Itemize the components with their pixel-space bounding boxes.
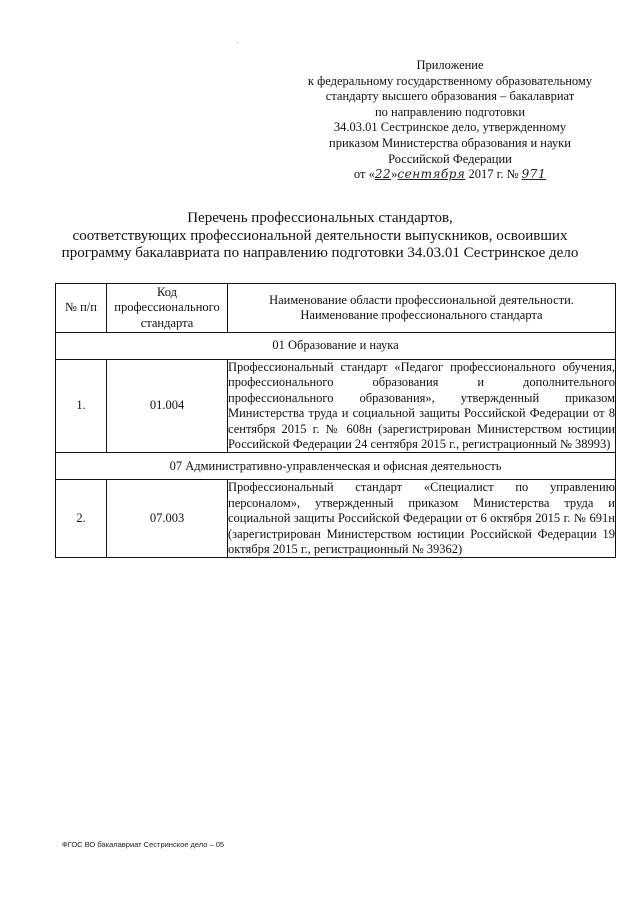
scan-speck	[237, 42, 238, 43]
appendix-header	[300, 58, 600, 183]
order-number-handwritten: 971	[521, 167, 547, 182]
table-header-row	[56, 284, 616, 333]
appendix-line: к федеральному государственному образовательному	[307, 73, 593, 88]
document-title	[30, 210, 610, 263]
appendix-line: приказом Министерства образования и науки	[329, 135, 571, 150]
header-code: Код профессионального стандарта	[107, 284, 228, 333]
title-line: соответствующих профессиональной деятельности выпускников, освоивших	[72, 227, 568, 244]
row-number: 2.	[56, 480, 107, 558]
standard-description: Профессиональный стандарт «Специалист по управлению персоналом», утвержденный приказом Министерства труда и социальной защиты Российской Федерации от 6 октября 2015 г. № 691н (зарегистрирован Министерством юстиции Российской Федерации 19 октября 2015 г., регистрационный № 39362)	[228, 480, 615, 557]
row-number: 1.	[56, 360, 107, 453]
standard-code: 07.003	[107, 480, 228, 558]
header-name	[228, 284, 616, 333]
header-name-line: Наименование профессионального стандарта	[300, 308, 543, 322]
order-date-line	[300, 167, 600, 183]
table-row	[56, 480, 616, 558]
section-row	[56, 453, 616, 480]
appendix-line: стандарту высшего образования – бакалавриат	[325, 89, 575, 104]
date-prefix: от «	[353, 167, 375, 182]
standard-code: 01.004	[107, 360, 228, 453]
appendix-line: по направлению подготовки	[374, 104, 526, 119]
date-mid: »	[391, 167, 398, 182]
header-name-line: Наименование области профессиональной деятельности.	[269, 292, 574, 307]
date-month-handwritten: сентября	[397, 167, 466, 182]
appendix-line: Приложение	[416, 58, 484, 72]
date-year: 2017 г. №	[468, 167, 519, 182]
section-title: 07 Административно-управленческая и офисная деятельность	[56, 453, 616, 480]
header-num: № п/п	[56, 284, 107, 333]
title-line: Перечень профессиональных стандартов,	[187, 210, 453, 226]
section-title: 01 Образование и наука	[56, 333, 616, 360]
date-day-handwritten: 22	[374, 167, 392, 182]
appendix-line: 34.03.01 Сестринское дело, утвержденному	[333, 120, 567, 135]
standard-description: Профессиональный стандарт «Педагог профессионального обучения, профессионального образования и дополнительного профессионального образования», утвержденный приказом Министерства труда и социальной защиты Российской Федерации от 8 сентября 2015 г. № 608н (зарегистрирован Министерством юстиции Российской Федерации 24 сентября 2015 г., регистрационный № 38993)	[228, 360, 615, 452]
table-row	[56, 360, 616, 453]
standards-table	[55, 283, 616, 558]
title-line: программу бакалавриата по направлению подготовки 34.03.01 Сестринское дело	[61, 245, 579, 261]
page-footer: ФГОС ВО бакалавриат Сестринское дело – 05	[62, 840, 225, 849]
appendix-line: Российской Федерации	[388, 151, 512, 166]
section-row	[56, 333, 616, 360]
